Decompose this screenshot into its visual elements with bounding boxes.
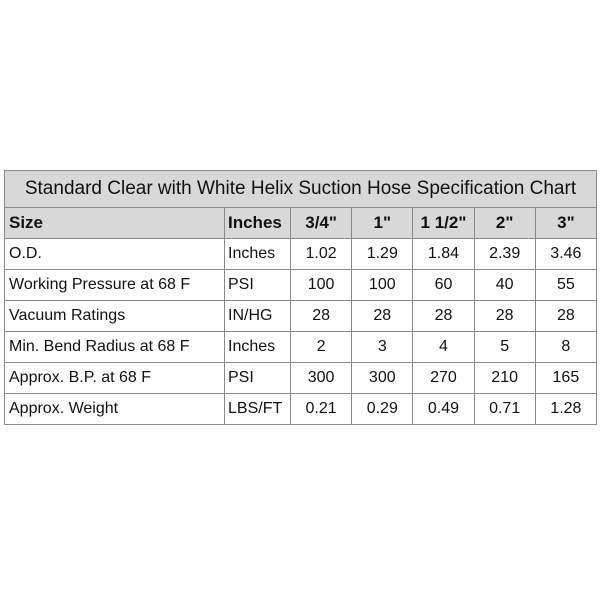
row-unit: Inches <box>225 332 291 363</box>
row-label: Approx. Weight <box>5 394 225 425</box>
table-row <box>5 394 597 425</box>
chart-title: Standard Clear with White Helix Suction Hose Specification Chart <box>5 171 597 208</box>
table-cell: 0.71 <box>474 394 535 425</box>
row-label: Min. Bend Radius at 68 F <box>5 332 225 363</box>
table-cell: 1.02 <box>291 239 352 270</box>
row-label: Vacuum Ratings <box>5 301 225 332</box>
table-cell: 3.46 <box>535 239 596 270</box>
table-cell: 0.49 <box>413 394 474 425</box>
title-row <box>5 171 597 208</box>
row-label: Working Pressure at 68 F <box>5 270 225 301</box>
table-row <box>5 239 597 270</box>
table-cell: 1.29 <box>352 239 413 270</box>
table-cell: 55 <box>535 270 596 301</box>
table-cell: 40 <box>474 270 535 301</box>
row-unit: IN/HG <box>225 301 291 332</box>
row-unit: PSI <box>225 363 291 394</box>
row-label: O.D. <box>5 239 225 270</box>
table-cell: 28 <box>535 301 596 332</box>
row-unit: LBS/FT <box>225 394 291 425</box>
table-cell: 2 <box>291 332 352 363</box>
header-size-3-4: 3/4" <box>291 208 352 239</box>
table-cell: 28 <box>413 301 474 332</box>
table-cell: 28 <box>474 301 535 332</box>
table-cell: 165 <box>535 363 596 394</box>
table-cell: 300 <box>291 363 352 394</box>
spec-table <box>4 170 597 425</box>
header-size-label: Size <box>5 208 225 239</box>
table-cell: 1.28 <box>535 394 596 425</box>
table-row <box>5 363 597 394</box>
table-cell: 2.39 <box>474 239 535 270</box>
table-row <box>5 270 597 301</box>
header-row <box>5 208 597 239</box>
row-label: Approx. B.P. at 68 F <box>5 363 225 394</box>
table-cell: 100 <box>352 270 413 301</box>
table-cell: 300 <box>352 363 413 394</box>
table-cell: 270 <box>413 363 474 394</box>
table-cell: 60 <box>413 270 474 301</box>
table-row <box>5 332 597 363</box>
header-unit-label: Inches <box>225 208 291 239</box>
table-cell: 28 <box>291 301 352 332</box>
table-cell: 100 <box>291 270 352 301</box>
table-cell: 1.84 <box>413 239 474 270</box>
table-cell: 0.21 <box>291 394 352 425</box>
table-cell: 0.29 <box>352 394 413 425</box>
header-size-1-1-2: 1 1/2" <box>413 208 474 239</box>
table-cell: 5 <box>474 332 535 363</box>
row-unit: Inches <box>225 239 291 270</box>
header-size-1: 1" <box>352 208 413 239</box>
table-cell: 28 <box>352 301 413 332</box>
table-cell: 8 <box>535 332 596 363</box>
table-cell: 210 <box>474 363 535 394</box>
table-row <box>5 301 597 332</box>
spec-chart <box>4 170 596 425</box>
header-size-2: 2" <box>474 208 535 239</box>
table-cell: 3 <box>352 332 413 363</box>
table-cell: 4 <box>413 332 474 363</box>
header-size-3: 3" <box>535 208 596 239</box>
row-unit: PSI <box>225 270 291 301</box>
